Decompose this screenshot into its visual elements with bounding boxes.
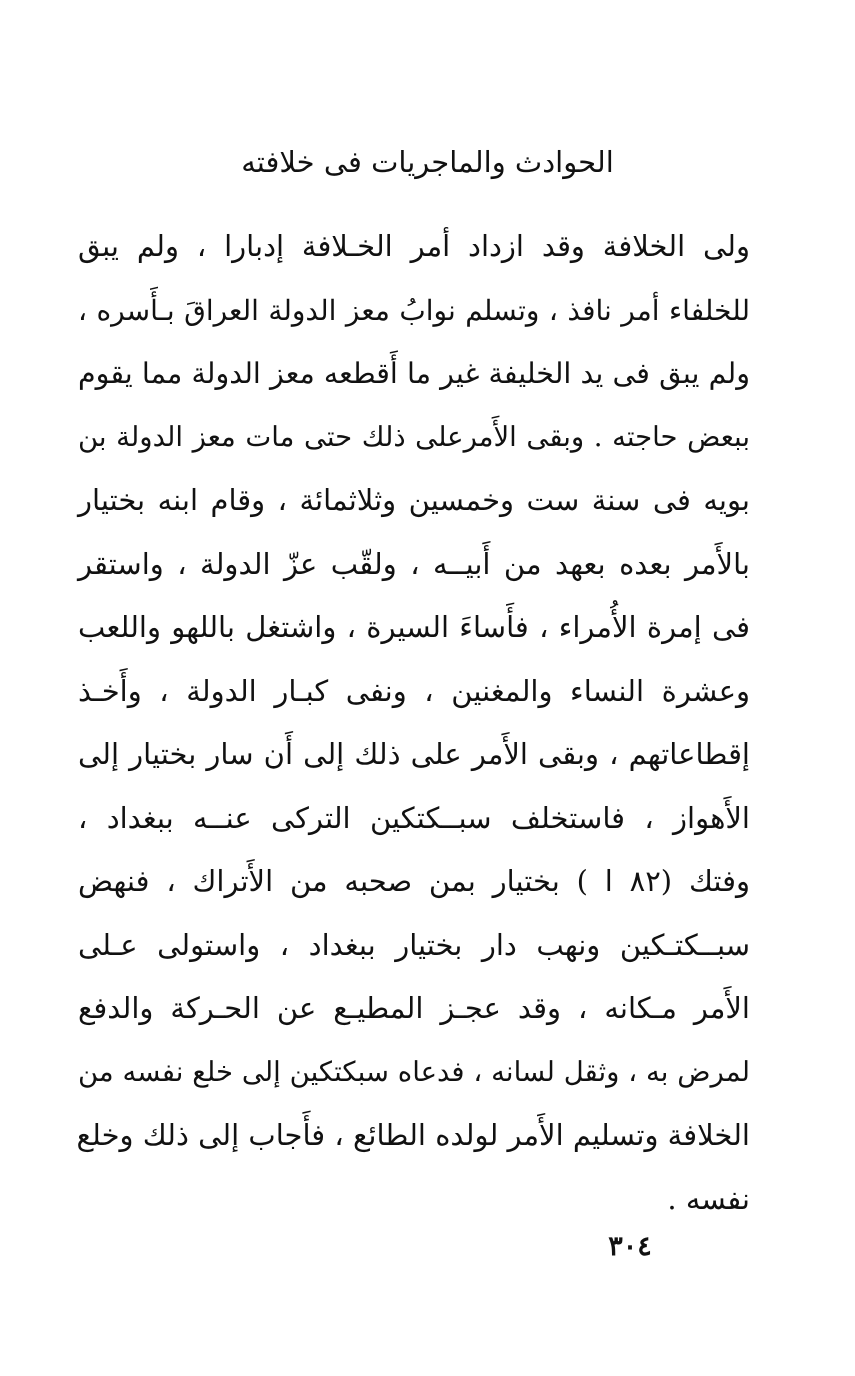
text-line: إقطاعاتهم ، وبقى الأَمر على ذلك إلى أَن سار بختيار إلى [78, 737, 750, 771]
chapter-heading: الحوادث والماجريات فى خلافته [241, 145, 614, 179]
text-line: وفتك (٨٢ ا ) بختيار بمن صحبه من الأَتراك ، فنهض [78, 864, 750, 898]
text-line: ولم يبق فى يد الخليفة غير ما أَقطعه معز الدولة مما يقوم [78, 357, 750, 390]
text-line: سبــكتـكين ونهب دار بختيار ببغداد ، واستولى عـلى [78, 927, 750, 962]
text-line: للخلفاء أمر نافذ ، وتسلم نوابُ معز الدولة العراقَ بـأَسره ، [78, 293, 750, 327]
text-line: الأَهواز ، فاستخلف سبــكتكين التركى عنــه ببغداد ، [78, 800, 750, 835]
text-line: بويه فى سنة ست وخمسين وثلاثمائة ، وقام ابنه بختيار [78, 483, 750, 517]
text-line: الأَمر مـكانه ، وقد عجـز المطيـع عن الحـركة والدفع [78, 991, 750, 1025]
text-line-last: نفسه . [667, 1181, 750, 1216]
text-line: فى إمرة الأُمراء ، فأَساءَ السيرة ، واشتغل باللهو واللعب [78, 610, 750, 644]
text-line: لمرض به ، وثقل لسانه ، فدعاه سبكتكين إلى خلع نفسه من [78, 1055, 750, 1088]
text-line: الخلافة وتسليم الأَمر لولده الطائع ، فأَجاب إلى ذلك وخلع [76, 1118, 750, 1152]
text-line: وعشرة النساء والمغنين ، ونفى كبـار الدولة ، وأَخـذ [78, 673, 750, 708]
text-line: ببعض حاجته . وبقى الأَمرعلى ذلك حتى مات معز الدولة بن [78, 420, 750, 453]
body-text [78, 215, 750, 1231]
page-number: ٣٠٤ [608, 1231, 652, 1262]
text-line: بالأَمر بعده بعهد من أَبيــه ، ولقّب عزّ الدولة ، واستقر [78, 546, 750, 581]
text-line: ولى الخلافة وقد ازداد أمر الخـلافة إدبارا ، ولم يبق [78, 229, 750, 263]
